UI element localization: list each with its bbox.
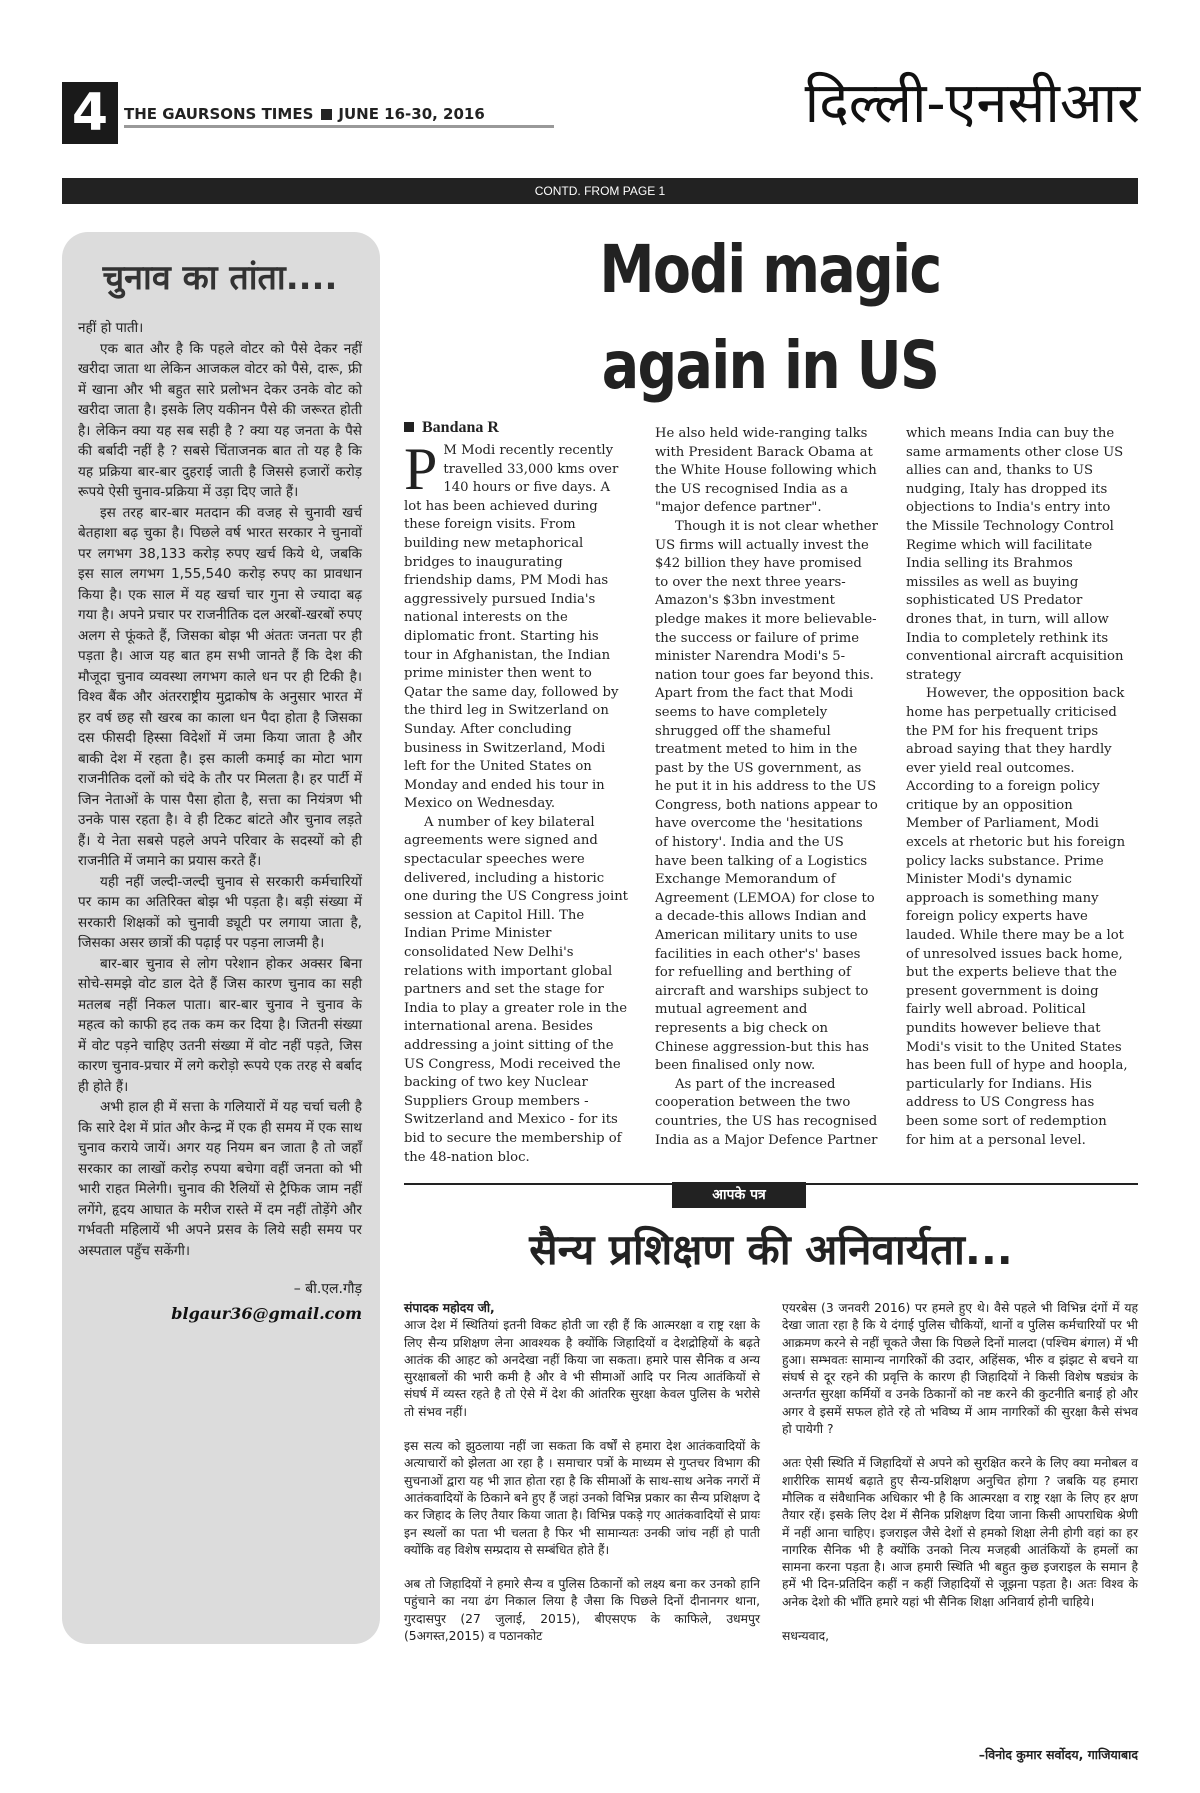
drop-cap: P — [404, 436, 438, 502]
letter-paragraph: अब तो जिहादियों ने हमारे सैन्य व पुलिस ठिकानों को लक्ष्य बना कर उनको हानि पहुंचाने का नया ढंग निकाल लिया है जैसा कि पिछले दिनों दीनानगर थाना, गुरदासपुर (27 जुलाई, 2015), बीएसएफ के काफिले, उधमपुर (5अगस्त,2015) व पठानकोट — [404, 1577, 760, 1644]
issue-date: JUNE 16-30, 2016 — [338, 105, 485, 123]
article-column-2 — [655, 425, 879, 1150]
continued-banner: CONTD. FROM PAGE 1 — [62, 178, 1138, 204]
article-paragraph: However, the opposition back home has perpetually criticised the PM for his frequent trips abroad saying that they hardly ever yield real outcomes. According to a foreign policy critique by an opposition Member of Parliament, Modi excels at rhetoric but his foreign policy lacks substance. Prime Minister Modi's dynamic approach is something many foreign policy experts have lauded. While there may be a lot of unresolved issues back home, but the experts believe that the present government is doing fairly well abroad. Political pundits however believe that Modi's visit to the United States has been full of hype and hoopla, particularly for Indians. His address to US Congress has been some sort of redemption for him at a personal level. — [906, 686, 1128, 1148]
separator-square-icon — [321, 109, 332, 120]
letter-column-1 — [404, 1300, 760, 1662]
sidebar-body — [78, 318, 362, 1261]
sidebar-paragraph: अभी हाल ही में सत्ता के गलियारों में यह चर्चा चली है कि सारे देश में प्रांत और केन्द्र में एक ही समय में एक साथ चुनाव कराये जायें। अगर यह नियम बन जाता है तो जहाँ सरकार का लाखों करोड़ रुपया बचेगा वहीं जनता को भी भारी राहत मिलेगी। चुनाव की रैलियों से ट्रैफिक जाम नहीं लगेंगे, हृदय आघात के मरीज रास्ते में दम नहीं तोड़ेंगे और गर्भवती महिलायें भी अपने प्रसव के लिये सही समय पर अस्पताल पहुँच सकेंगी। — [78, 1099, 362, 1259]
letter-column-2 — [782, 1300, 1138, 1662]
article-column-1 — [404, 436, 628, 1167]
article-paragraph: As part of the increased cooperation between the two countries, the US has recognised India as a Major Defence Partner — [655, 1076, 878, 1148]
article-column-3 — [906, 425, 1130, 1150]
sidebar-paragraph: इस तरह बार-बार मतदान की वजह से चुनावी खर्च बेतहाशा बढ़ चुका है। पिछले वर्ष भारत सरकार ने चुनावों पर लगभग 38,133 करोड़ रुपए खर्च किये थे, जबकि इस साल लगभग 1,55,540 करोड़ रुपए का प्रावधान किया है। एक साल में यह खर्चा चार गुना से ज्यादा बढ़ गया है। अपने प्रचार पर राजनीतिक दल अरबों-खरबों रुपए अलग से फूंकते हैं, जिसका बोझ भी अंततः जनता पर ही पड़ता है। आज यह बात हम सभी जानते हैं कि देश की मौजूदा चुनाव व्यवस्था लगभग काले धन पर ही टिकी है। विश्व बैंक और अंतरराष्ट्रीय मुद्राकोष के अनुसार भारत में हर वर्ष छह सौ खरब का काला धन पैदा होता है जिसका दस फीसदी हिस्सा विदेशों में जमा किया जाता है और बाकी देश में रहता है। इस काली कमाई का मोटा भाग राजनीतिक दलों को चंदे के तौर पर मिलता है। हर पार्टी में जिन नेताओं के पास पैसा होता है, सत्ता का नियंत्रण भी उनके पास रहता है। वे ही टिकट बांटते और चुनाव लड़ते हैं। ये नेता सबसे पहले अपने परिवार के सदस्यों को ही राजनीति में जमाने का प्रयास करते हैं। — [78, 504, 362, 869]
letter-paragraph: संपादक महोदय जी, आज देश में स्थितियां इतनी विकट होती जा रही हैं कि आत्मरक्षा व राष्ट्र रक्षा के लिए सैन्य प्रशिक्षण लेना आवश्यक है क्योंकि जिहादियों व देशद्रोहियों के बढ़ते आतंक की आहट को अनदेखा नहीं किया जा सकता। हमारे पास सैनिक व अन्य सुरक्षाबलों की भारी कमी है और वे भी सीमाओं आदि पर नित्य आतंकियों से संघर्ष में व्यस्त रहते है तो ऐसे में देश की आंतरिक सुरक्षा केवल पुलिस के भरोसे तो संभव नहीं। — [404, 1301, 760, 1419]
article-paragraph: A number of key bilateral agreements were signed and spectacular speeches were delivered, including a historic one during the US Congress joint session at Capitol Hill. The Indian Prime Minister consolidated New Delhi's relations with important global partners and set the stage for India to play a greater role in the international arena. Besides addressing a joint sitting of the US Congress, Modi received the backing of two key Nuclear Suppliers Group members - Switzerland and Mexico - for its bid to secure the membership of the 48-nation bloc. — [404, 814, 628, 1165]
letter-paragraph: एयरबेस (3 जनवरी 2016) पर हमले हुए थे। वैसे पहले भी विभिन्न दंगों में यह देखा जाता रहा है कि ये दंगाई पुलिस चौकियों, थानों व पुलिस कर्मचारियों पर भी आक्रमण करने से नहीं चूकते जैसा कि पिछले दिनों मालदा (पश्चिम बंगाल) में भी हुआ। सम्भवतः सामान्य नागरिकों की उदार, अहिंसक, भीरु व झंझट से बचने या संघर्ष से दूर रहने की प्रवृत्ति के कारण ही जिहादियों ने किसी विशेष षड्यंत्र के अन्तर्गत सुरक्षा कर्मियों व उनके ठिकानों को नष्ट करने की कुटनीति बनाई हो और अगर वे इसमें सफल होते रहे तो भविष्य में आम नागरिकों की सुरक्षा कैसे संभव हो पायेगी ? — [782, 1301, 1138, 1437]
sidebar-column — [62, 232, 380, 1644]
sidebar-paragraph: एक बात और है कि पहले वोटर को पैसे देकर नहीं खरीदा जाता था लेकिन आजकल वोटर को पैसे, दारू, फ्री में खाना और भी बहुत सारे प्रलोभन देकर उनके वोट को खरीदा जाता है। इसके लिए यकीनन पैसे की जरूरत होती है। लेकिन क्या यह सब सही है ? क्या यह जनता के पैसे की बर्बादी नहीं है ? सबसे चिंताजनक बात तो यह है कि यह प्रक्रिया बार-बार दुहराई जाती है जिससे हजारों करोड़ रूपये ऐसी चुनाव-प्रक्रिया में उड़ा दिए जाते हैं। — [78, 340, 362, 500]
headline-line-1: Modi magic — [599, 231, 941, 308]
article-paragraph: Though it is not clear whether US firms will actually invest the $42 billion they have promised to over the next three years-Amazon's $3bn investment pledge makes it more believable-the success or failure of prime minister Narendra Modi's 5-nation tour goes far beyond this. Apart from the fact that Modi seems to have completely shrugged off the shameful treatment meted to him in the past by the US government, as he put it in his address to the US Congress, both nations appear to have overcome the 'hesitations of history'. India and the US have been talking of a Logistics Exchange Memorandum of Agreement (LEMOA) for close to a decade-this allows Indian and American military units to use facilities in each other's' bases for refuelling and berthing of aircraft and warships subject to mutual agreement and represents a big check on Chinese aggression-but this has been finalised only now. — [655, 518, 878, 1074]
article-paragraph: P M Modi recently recently travelled 33,000 kms over 140 hours or five days. A lot has been achieved during these foreign visits. From building new metaphorical bridges to inaugurating friendship dams, PM Modi has aggressively pursued India's national interests on the diplomatic front. Starting his tour in Afghanistan, the Indian prime minister then went to Qatar the same day, followed by the third leg in Switzerland on Sunday. After concluding business in Switzerland, Modi left for the United States on Monday and ended his tour in Mexico on Wednesday. — [404, 436, 619, 812]
sidebar-paragraph: यही नहीं जल्दी-जल्दी चुनाव से सरकारी कर्मचारियों पर काम का अतिरिक्त बोझ भी पड़ता है। बड़ी संख्या में सरकारी शिक्षकों को चुनावी ड्यूटी पर लगाया जाता है, जिसका असर छात्रों की पढ़ाई पर पड़ना लाजमी है। — [78, 873, 362, 951]
article-byline — [404, 419, 499, 437]
sidebar-paragraph: बार-बार चुनाव से लोग परेशान होकर अक्सर बिना सोचे-समझे वोट डाल देते हैं जिस कारण चुनाव का सही मतलब नहीं निकल पाता। बार-बार चुनाव ने चुनाव के महत्व को काफी हद तक कम कर दिया है। जितनी संख्या में वोट पड़ने चाहिए उतनी संख्या में वोट नहीं पड़ते, जिस कारण चुनाव-प्रचार में लगे करोड़ो रूपये एक तरह से बर्बाद ही होते हैं। — [78, 955, 362, 1095]
byline-author: Bandana R — [422, 419, 499, 436]
letter-paragraph: इस सत्य को झुठलाया नहीं जा सकता कि वर्षों से हमारा देश आतंकवादियों के अत्याचारों को झेलता आ रहा है । समाचार पत्रों के माध्यम से गुप्तचर विभाग की सुचनाओं द्वारा यह भी ज्ञात होता रहा है कि सीमाओं के साथ-साथ अनेक नगरों में आतंकवादियों के ठिकाने बने हुए हैं जहां उनको विभिन्न प्रकार का सैन्य प्रशिक्षण दे कर जिहाद के लिए तैयार किया जाता है। विभिन्न पकड़े गए आतंकवादियों से प्रायः इन स्थलों का पता भी चलता है फिर भी सामान्यतः उनकी जांच नहीं हो पाती क्योंकि वह विशेष सम्प्रदाय से सम्बंधित होते हैं। — [404, 1439, 760, 1557]
letter-closing: सधन्यवाद, — [782, 1629, 830, 1644]
article-headline — [577, 222, 963, 414]
article-paragraph: which means India can buy the same armaments other close US allies can and, thanks to US nudging, Italy has dropped its objections to India's entry into the Missile Technology Control Regime which will facilitate India selling its Brahmos missiles as well as buying sophisticated US Predator drones that, in turn, will allow India to completely rethink its conventional aircraft acquisition strategy — [906, 426, 1124, 683]
sidebar-title: चुनाव का तांता.... — [102, 258, 338, 298]
letter-paragraph: अतः ऐसी स्थिति में जिहादियों से अपने को सुरक्षित करने के लिए क्या मनोबल व शारीरिक सामर्थ बढ़ाते हुए सैन्य-प्रशिक्षण अनुचित होगा ? जबकि यह हमारा मौलिक व संवैधानिक अधिकार भी है कि आत्मरक्षा व राष्ट्र रक्षा के लिए हर क्षण तैयार रहें। इसके लिए देश में सैनिक प्रशिक्षण दिया जाना किसी आपराधिक श्रेणी में नहीं आना चाहिए। इजराइल जैसे देशों से हमको शिक्षा लेनी होगी वहां का हर नागरिक सैनिक भी है क्योंकि उनको नित्य मजहबी आतंकियों के हमलों का सामना करना पड़ता है। आज हमारी स्थिति भी बहुत कुछ इजराइल के समान है हमें भी दिन-प्रतिदिन कहीं न कहीं जिहादियों से जूझना पड़ता है। अतः विश्व के अनेक देशो की भाँति हमारे यहां भी सैनिक शिक्षा अनिवार्य होनी चाहिये। — [782, 1456, 1138, 1609]
section-title: दिल्ली-एनसीआर — [804, 71, 1140, 136]
letters-section-tag: आपके पत्र — [672, 1182, 806, 1208]
publication-name: THE GAURSONS TIMES — [124, 105, 314, 123]
article-paragraph: He also held wide-ranging talks with President Barack Obama at the White House following which the US recognised India as a "major defence partner". — [655, 426, 877, 516]
letter-salutation: संपादक महोदय जी, — [404, 1301, 495, 1315]
letters-headline: सैन्य प्रशिक्षण की अनिवार्यता... — [529, 1225, 1013, 1274]
page-number: 4 — [62, 82, 118, 144]
letter-signature: –विनोद कुमार सर्वोदय, गाजियाबाद — [978, 1747, 1138, 1762]
byline-square-icon — [404, 422, 414, 432]
headline-line-2: again in US — [601, 327, 939, 404]
sidebar-paragraph: नहीं हो पाती। — [78, 320, 144, 336]
sidebar-author-email: blgaur36@gmail.com — [171, 1304, 362, 1323]
masthead — [124, 100, 554, 128]
sidebar-author: – बी.एल.गौड़ — [293, 1281, 362, 1297]
